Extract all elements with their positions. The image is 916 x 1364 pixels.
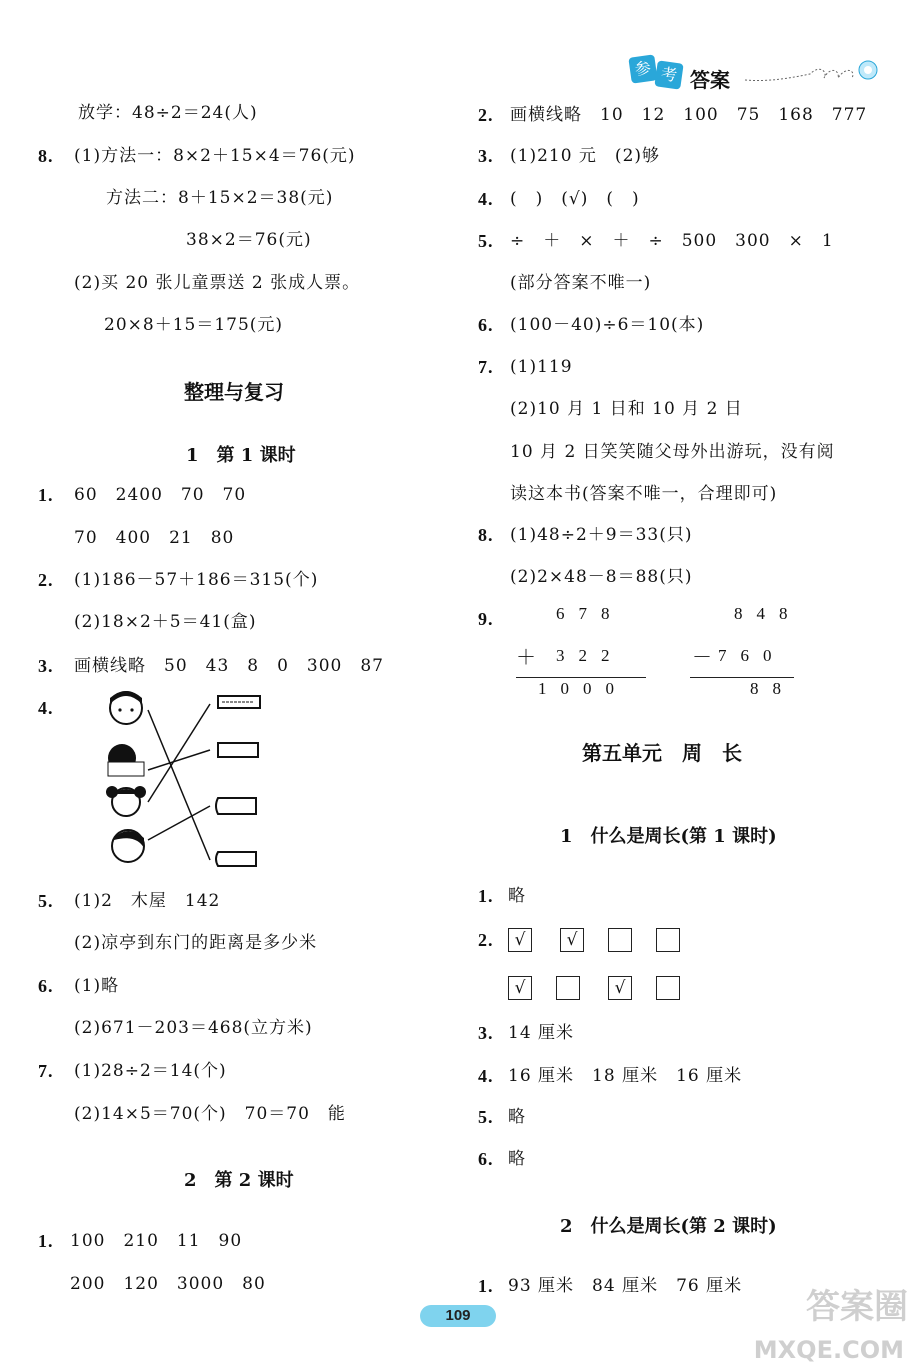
s6-number: 6. [478,1149,494,1169]
s5-line: 略 [508,1107,526,1127]
book-view-4-icon [216,852,256,866]
rq2-line: 画横线略 10 12 100 75 168 777 [510,105,868,125]
q1-line-a: 60 2400 70 70 [74,485,247,505]
calc2-top: 848 [734,604,802,623]
checkbox-r1-2: √ [560,928,584,952]
rq6-number: 6. [478,315,494,335]
checkbox-r1-1: √ [508,928,532,952]
rq3-line: (1)210 元 (2)够 [510,146,661,166]
q2-number: 2. [38,570,54,590]
q6-line-b: (2)671－203＝468(立方米) [74,1018,313,1038]
book-view-3-icon [216,798,256,814]
s3-number: 3. [478,1023,494,1043]
q8-line-b: 方法二：8＋15×2＝38(元) [106,188,334,208]
q7-line-b: (2)14×5＝70(个) 70＝70 能 [74,1104,346,1124]
t1-line: 93 厘米 84 厘米 76 厘米 [508,1276,743,1296]
rq5-line-b: (部分答案不唯一) [510,273,652,293]
q8-number: 8. [38,146,54,166]
rq8-number: 8. [478,525,494,545]
s5-number: 5. [478,1107,494,1127]
s3-line: 14 厘米 [508,1023,575,1043]
calc2-operator: － [692,645,713,669]
calc2-result: 88 [750,679,795,698]
section-title-review: 整理与复习 [184,380,284,404]
s1-line: 略 [508,886,526,906]
q6-line-a: (1)略 [74,976,120,996]
calc1-middle: 322 [556,646,624,665]
checkbox-r1-4 [656,928,680,952]
child-face-1-icon [110,691,142,724]
matching-illustration [100,688,280,868]
watermark-url: MXQE.COM [753,1336,904,1364]
q5-line-a: (1)2 木屋 142 [74,891,221,911]
answer-header [630,52,900,92]
child-face-2-icon [108,744,144,776]
rq9-number: 9. [478,609,494,629]
left-line-1: 放学：48÷2＝24(人) [78,103,258,123]
q2-line-a: (1)186－57＋186＝315(个) [74,570,319,590]
q7-number: 7. [38,1061,54,1081]
q4-number: 4. [38,698,54,718]
lesson-2-title: 2 第 2 课时 [184,1170,294,1191]
rq5-line-a: ÷ ＋ × ＋ ÷ 500 300 × 1 [510,231,834,251]
t1-number: 1. [478,1276,494,1296]
rq7-line-c: 10 月 2 日笑笑随父母外出游玩，没有阅 [510,442,835,462]
rq5-number: 5. [478,231,494,251]
page-number: 109 [420,1305,496,1327]
rq6-line: (100－40)÷6＝10(本) [510,315,705,335]
s6-line: 略 [508,1149,526,1169]
r1-number: 1. [38,1231,54,1251]
watermark-logo: 答案圈 [806,1287,908,1327]
calc1-result: 1000 [538,679,628,698]
rq4-number: 4. [478,189,494,209]
q6-number: 6. [38,976,54,996]
rq8-line-a: (1)48÷2＋9＝33(只) [510,525,693,545]
q8-line-d: (2)买 20 张儿童票送 2 张成人票。 [74,273,361,293]
calc1-rule [516,677,646,678]
badge-kao: 考 [654,60,683,89]
calc2-middle: 760 [718,646,786,665]
r1-line-a: 100 210 11 90 [70,1231,243,1251]
header-title: 答案 [690,68,730,92]
rq2-number: 2. [478,105,494,125]
q3-line-a: 画横线略 50 43 8 0 300 87 [74,656,384,676]
checkbox-r2-1: √ [508,976,532,1000]
s1-number: 1. [478,886,494,906]
rq7-line-a: (1)119 [510,357,573,377]
q5-number: 5. [38,891,54,911]
s4-line: 16 厘米 18 厘米 16 厘米 [508,1066,743,1086]
q7-line-a: (1)28÷2＝14(个) [74,1061,227,1081]
book-view-1-icon [218,696,260,708]
calc1-operator: ＋ [516,645,537,669]
child-face-3-icon [106,786,146,816]
q3-number: 3. [38,656,54,676]
rq3-number: 3. [478,146,494,166]
lesson-1-title: 1 第 1 课时 [186,445,296,466]
q2-line-b: (2)18×2＋5＝41(盒) [74,612,257,632]
checkbox-r2-3: √ [608,976,632,1000]
rq7-line-d: 读这本书(答案不唯一，合理即可) [510,484,778,504]
q8-line-a: (1)方法一：8×2＋15×4＝76(元) [74,146,356,166]
flower-decoration-icon [740,52,890,88]
right-lesson-1-title: 1 什么是周长(第 1 课时) [560,826,777,847]
rq4-line: ( ) (√) ( ) [510,189,640,209]
checkbox-r1-3 [608,928,632,952]
r1-line-b: 200 120 3000 80 [70,1274,266,1294]
checkbox-r2-2 [556,976,580,1000]
right-lesson-2-title: 2 什么是周长(第 2 课时) [560,1216,777,1237]
unit-title: 第五单元 周 长 [582,741,742,765]
q5-line-b: (2)凉亭到东门的距离是多少米 [74,933,318,953]
badge-can: 参 [628,54,657,83]
q1-line-b: 70 400 21 80 [74,528,235,548]
child-face-4-icon [112,830,144,862]
rq7-line-b: (2)10 月 1 日和 10 月 2 日 [510,399,743,419]
s4-number: 4. [478,1066,494,1086]
rq7-number: 7. [478,357,494,377]
q8-line-e: 20×8＋15＝175(元) [104,315,284,335]
q8-line-c: 38×2＝76(元) [186,230,312,250]
s2-number: 2. [478,930,494,950]
q1-number: 1. [38,485,54,505]
calc2-rule [690,677,794,678]
rq8-line-b: (2)2×48－8＝88(只) [510,567,693,587]
calc1-top: 678 [556,604,624,623]
checkbox-r2-4 [656,976,680,1000]
book-view-2-icon [218,743,258,757]
